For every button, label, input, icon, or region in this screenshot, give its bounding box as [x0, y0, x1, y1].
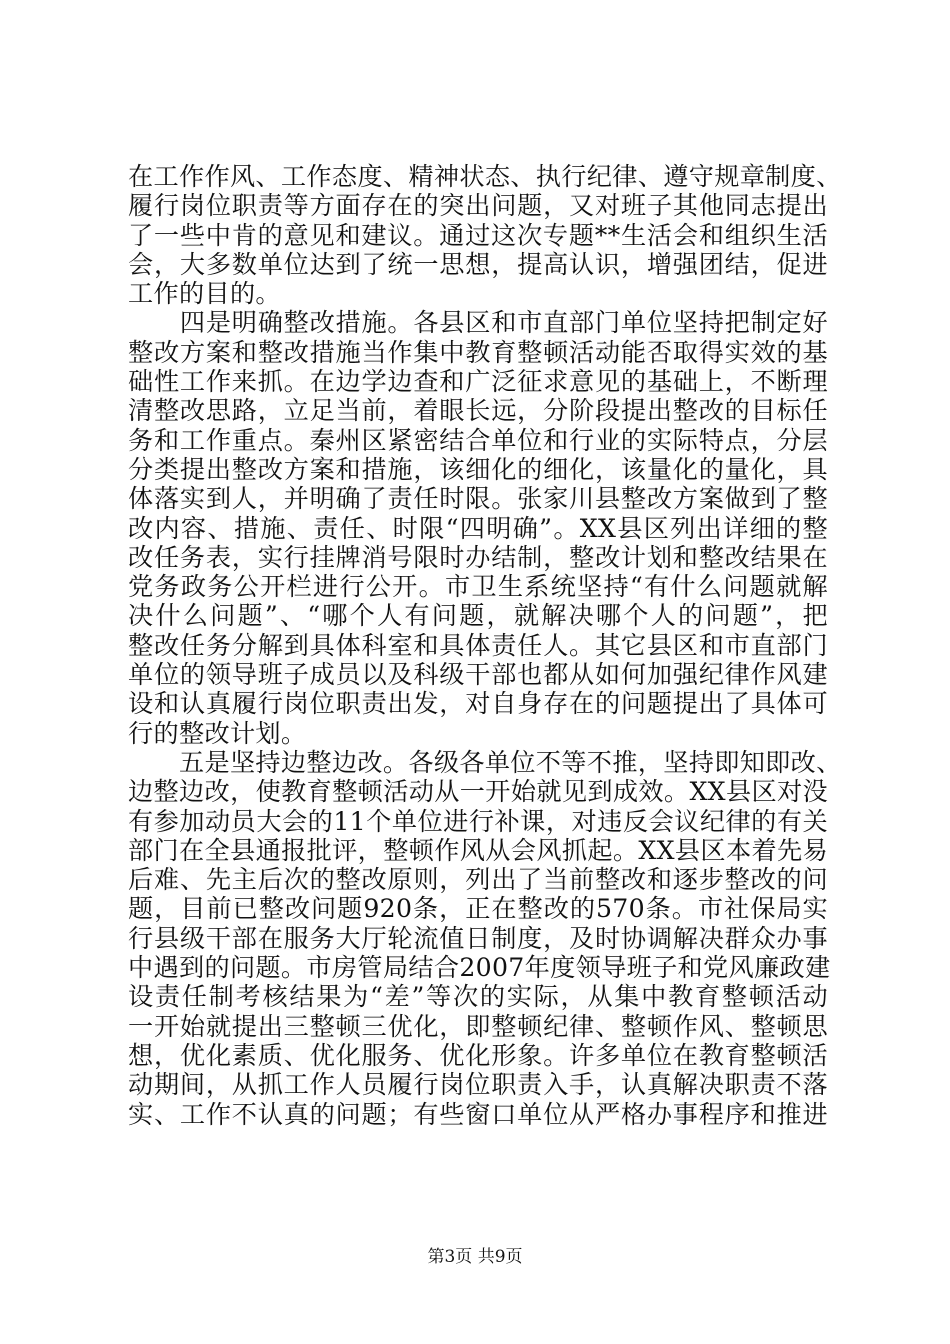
- text-line: 动期间，从抓工作人员履行岗位职责入手，认真解决职责不落: [128, 1070, 828, 1100]
- text-line: 体落实到人，并明确了责任时限。张家川县整改方案做到了整: [128, 484, 828, 514]
- text-line: 行的整改计划。: [128, 718, 307, 748]
- text-line: 了一些中肯的意见和建议。通过这次专题**生活会和组织生活: [128, 220, 828, 250]
- text-line: 边整边改，使教育整顿活动从一开始就见到成效。XX县区对没: [128, 777, 828, 807]
- text-line: 改任务表，实行挂牌消号限时办结制，整改计划和整改结果在: [128, 542, 828, 572]
- text-line: 想，优化素质、优化服务、优化形象。许多单位在教育整顿活: [128, 1040, 828, 1070]
- text-line: 会，大多数单位达到了统一思想，提高认识，增强团结，促进: [128, 249, 828, 279]
- text-line: 履行岗位职责等方面存在的突出问题，又对班子其他同志提出: [128, 191, 828, 221]
- text-line: 后难、先主后次的整改原则，列出了当前整改和逐步整改的问: [128, 865, 828, 895]
- page-footer: 第3页 共9页: [427, 1247, 523, 1267]
- text-line: 题，目前已整改问题920条，正在整改的570条。市社保局实: [128, 894, 828, 924]
- text-line: 决什么问题”、“哪个人有问题，就解决哪个人的问题”，把: [128, 601, 828, 631]
- text-line: 四是明确整改措施。各县区和市直部门单位坚持把制定好: [128, 308, 828, 338]
- body-text: [128, 162, 842, 1129]
- text-line: 中遇到的问题。市房管局结合2007年度领导班子和党风廉政建: [128, 953, 831, 983]
- text-line: 整改任务分解到具体科室和具体责任人。其它县区和市直部门: [128, 630, 828, 660]
- text-line: 有参加动员大会的11个单位进行补课，对违反会议纪律的有关: [128, 806, 828, 836]
- text-line: 改内容、措施、责任、时限“四明确”。XX县区列出详细的整: [128, 513, 828, 543]
- text-line: 单位的领导班子成员以及科级干部也都从如何加强纪律作风建: [128, 660, 828, 690]
- text-line: 在工作作风、工作态度、精神状态、执行纪律、遵守规章制度、: [128, 162, 842, 191]
- text-line: 部门在全县通报批评，整顿作风从会风抓起。XX县区本着先易: [128, 835, 828, 865]
- text-line: 分类提出整改方案和措施，该细化的细化，该量化的量化，具: [128, 454, 828, 484]
- text-line: 工作的目的。: [128, 279, 281, 309]
- text-line: 务和工作重点。秦州区紧密结合单位和行业的实际特点，分层: [128, 425, 828, 455]
- text-line: 设和认真履行岗位职责出发，对自身存在的问题提出了具体可: [128, 689, 828, 719]
- text-line: 行县级干部在服务大厅轮流值日制度，及时协调解决群众办事: [128, 923, 828, 953]
- text-line: 清整改思路，立足当前，着眼长远，分阶段提出整改的目标任: [128, 396, 828, 426]
- text-line: 党务政务公开栏进行公开。市卫生系统坚持“有什么问题就解: [128, 572, 828, 602]
- text-line: 整改方案和整改措施当作集中教育整顿活动能否取得实效的基: [128, 337, 828, 367]
- text-line: 一开始就提出三整顿三优化，即整顿纪律、整顿作风、整顿思: [128, 1011, 828, 1041]
- text-line: 础性工作来抓。在边学边查和广泛征求意见的基础上，不断理: [128, 367, 828, 397]
- text-line: 五是坚持边整边改。各级各单位不等不推，坚持即知即改、: [128, 747, 842, 777]
- text-line: 实、工作不认真的问题；有些窗口单位从严格办事程序和推进: [128, 1099, 828, 1129]
- text-line: 设责任制考核结果为“差”等次的实际，从集中教育整顿活动: [128, 982, 828, 1012]
